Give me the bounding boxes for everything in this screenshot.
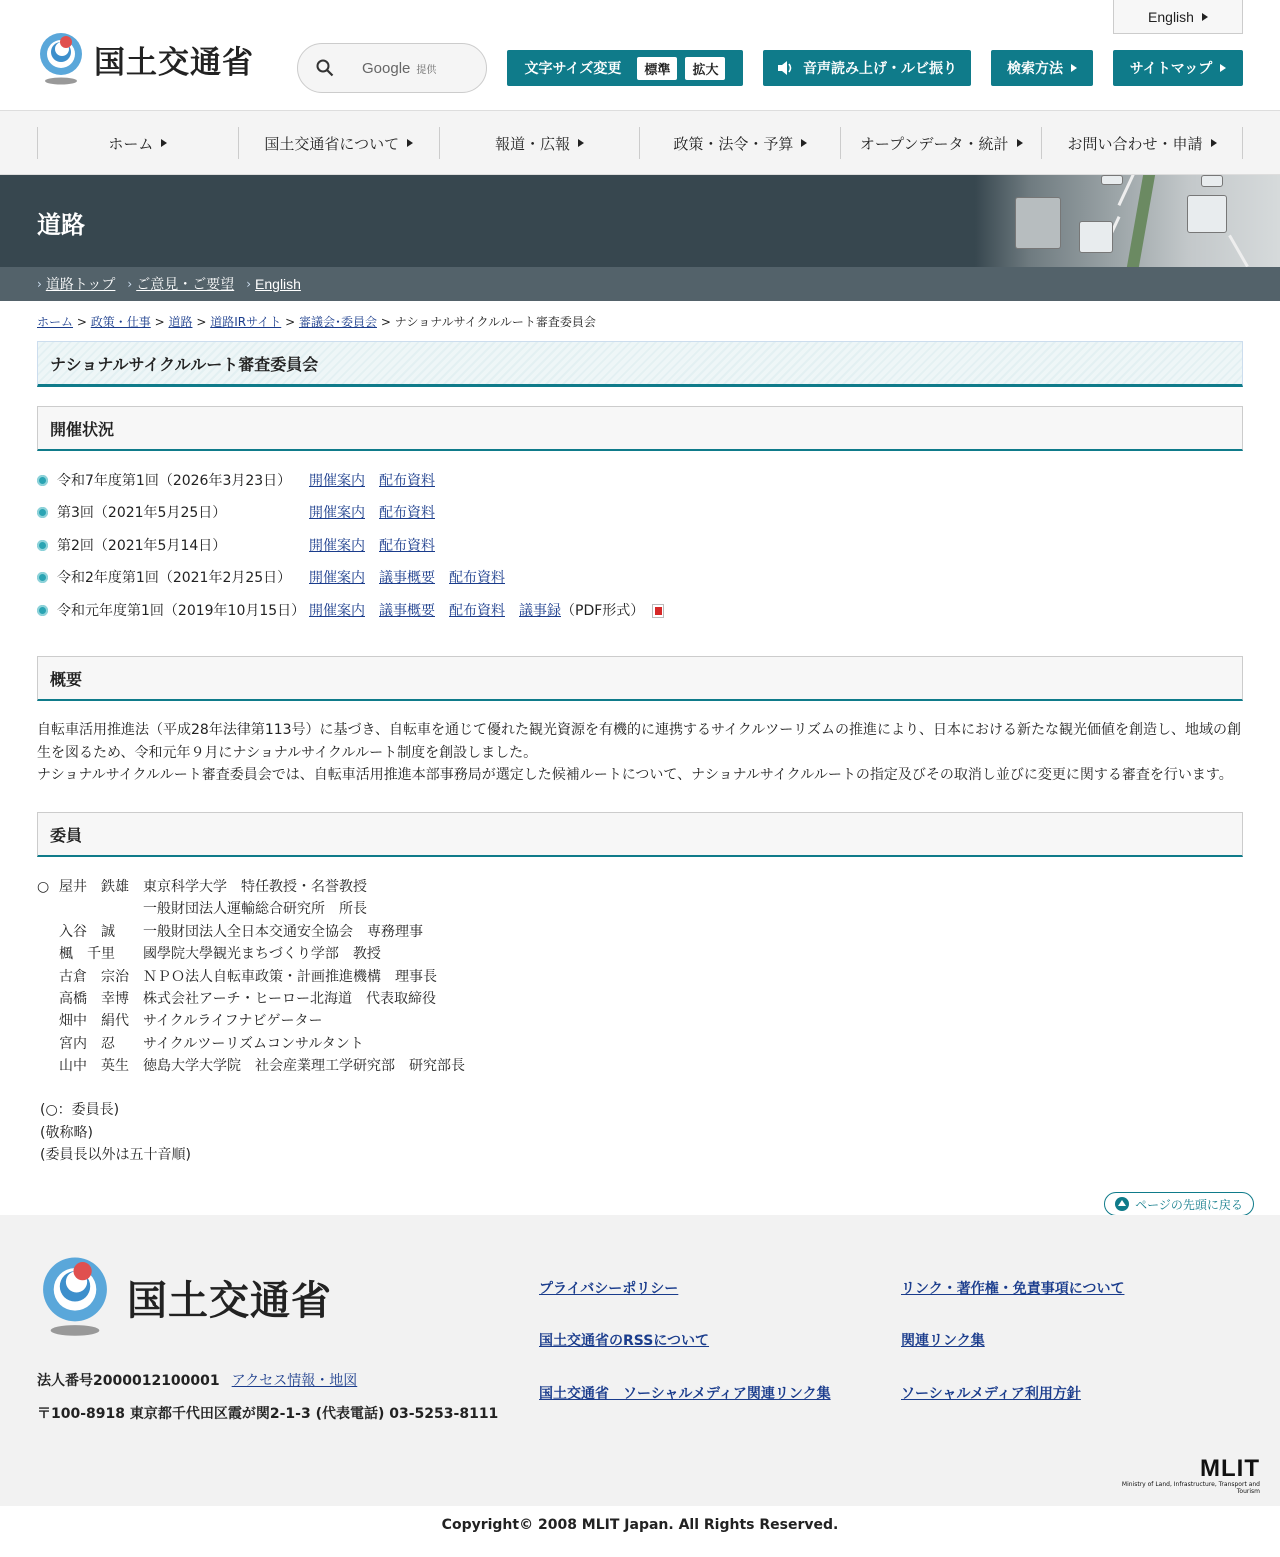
- member-notes: [40, 1099, 191, 1167]
- chevron-right-icon: ›: [127, 277, 133, 291]
- google-brand: Google: [362, 59, 411, 77]
- bullet-icon: [37, 475, 48, 486]
- list-item: [37, 535, 449, 555]
- back-to-top-label: ページの先頭に戻る: [1135, 1197, 1243, 1212]
- meeting-notice-link[interactable]: 開催案内: [309, 473, 365, 489]
- subnav-english[interactable]: English: [255, 276, 301, 292]
- breadcrumb-policy[interactable]: 政策・仕事: [90, 315, 151, 329]
- meeting-notice-link[interactable]: 開催案内: [309, 603, 365, 619]
- member-name: 山中 英生: [59, 1058, 129, 1075]
- member-affiliation: サイクルツーリズムコンサルタント: [143, 1035, 364, 1052]
- breadcrumb-road-ir[interactable]: 道路IRサイト: [210, 315, 282, 329]
- related-links-link[interactable]: 関連リンク集: [901, 1333, 985, 1349]
- bullet-icon: [37, 572, 48, 583]
- breadcrumb-committees[interactable]: 審議会･委員会: [298, 315, 377, 329]
- chevron-right-icon: ›: [37, 277, 42, 291]
- gnav-item-press[interactable]: [439, 127, 640, 159]
- gnav-item-home[interactable]: [37, 127, 238, 159]
- logo-text: 国土交通省: [94, 44, 254, 81]
- read-aloud-label: 音声読み上げ・ルビ振り: [803, 61, 957, 77]
- note-chair: (○：委員長): [40, 1102, 120, 1118]
- section-subnav: [0, 267, 1280, 301]
- arrow-right-icon: [407, 139, 413, 147]
- arrow-right-icon: [1202, 13, 1208, 21]
- meeting-label: 第2回（2021年5月14日）: [57, 538, 227, 554]
- member-name: 高橋 幸博: [59, 991, 129, 1008]
- member-row: [37, 1010, 465, 1032]
- footer-logo-text: 国土交通省: [127, 1277, 332, 1324]
- bullet-icon: [37, 507, 48, 518]
- gnav-item-policy[interactable]: [639, 127, 840, 159]
- sitemap-button[interactable]: [1113, 50, 1243, 86]
- gnav-label: ホーム: [108, 134, 154, 153]
- section-heading-overview: 概要: [37, 656, 1243, 701]
- meeting-label: 令和元年度第1回（2019年10月15日）: [57, 603, 306, 619]
- meeting-minutes-link[interactable]: 議事録: [519, 603, 561, 619]
- page-title: ナショナルサイクルルート審査委員会: [37, 341, 1243, 387]
- member-affiliation: 國學院大學観光まちづくり学部 教授: [143, 946, 381, 963]
- member-row: [37, 943, 465, 965]
- list-item: [37, 502, 449, 522]
- site-logo[interactable]: [36, 32, 254, 86]
- member-affiliation: 徳島大学大学院 社会産業理工学研究部 研究部長: [143, 1058, 465, 1075]
- note-honorifics: (敬称略): [40, 1124, 93, 1141]
- breadcrumb-separator: >: [196, 315, 207, 329]
- arrow-up-icon: [1115, 1197, 1129, 1211]
- social-media-links-link[interactable]: 国土交通省 ソーシャルメディア関連リンク集: [539, 1386, 831, 1402]
- member-name: 屋井 鉄雄: [59, 879, 129, 895]
- pdf-icon: [652, 604, 664, 618]
- member-row: [37, 876, 465, 898]
- privacy-policy-link[interactable]: プライバシーポリシー: [539, 1281, 679, 1297]
- corporate-number-text: 法人番号2000012100001: [37, 1373, 220, 1389]
- member-row: [37, 966, 465, 988]
- breadcrumb: [37, 313, 596, 330]
- font-large-button[interactable]: 拡大: [685, 57, 725, 80]
- gnav-label: オープンデータ・統計: [859, 134, 1009, 153]
- member-name: 畑中 絹代: [59, 1013, 129, 1030]
- breadcrumb-separator: >: [380, 315, 391, 329]
- gnav-item-about[interactable]: [238, 127, 439, 159]
- note-order: (委員長以外は五十音順): [40, 1147, 191, 1164]
- member-name: 入谷 誠: [59, 923, 115, 940]
- mlit-wordmark: [1100, 1455, 1260, 1495]
- meeting-label: 第3回（2021年5月25日）: [57, 505, 227, 521]
- address: 〒100-8918 東京都千代田区霞が関2-1-3 (代表電話) 03-5253-8111: [37, 1406, 499, 1422]
- mlit-logo-icon: [37, 1255, 113, 1339]
- section-heading-members: 委員: [37, 812, 1243, 857]
- sitemap-label: サイトマップ: [1129, 61, 1213, 77]
- gnav-label: 国土交通省について: [264, 134, 400, 153]
- meeting-summary-link[interactable]: 議事概要: [379, 603, 435, 619]
- overview-paragraph-2: ナショナルサイクルルート審査委員会では、自転車活用推進本部事務局が選定した候補ルートについて、ナショナルサイクルルートの指定及びその取消し並びに変更に関する審査を行います。: [37, 767, 1233, 783]
- list-item: [37, 600, 664, 620]
- meeting-label: 令和7年度第1回（2026年3月23日）: [57, 473, 292, 489]
- member-affiliation: サイクルライフナビゲーター: [143, 1013, 323, 1030]
- search-icon[interactable]: [316, 59, 334, 77]
- copyright: Copyright© 2008 MLIT Japan. All Rights Reserved.: [441, 1517, 839, 1533]
- site-footer: [0, 1215, 1280, 1506]
- copyright-disclaimer-link[interactable]: リンク・著作権・免責事項について: [901, 1281, 1125, 1297]
- meeting-summary-link[interactable]: 議事概要: [379, 570, 435, 586]
- search-method-button[interactable]: [991, 50, 1093, 86]
- read-aloud-button[interactable]: [763, 50, 971, 86]
- mlit-wordmark-subtitle: Ministry of Land, Infrastructure, Transport and Tourism: [1121, 1481, 1260, 1495]
- member-row: [37, 1055, 465, 1077]
- list-item: [37, 567, 519, 587]
- breadcrumb-home[interactable]: ホーム: [37, 315, 74, 329]
- breadcrumb-road[interactable]: 道路: [168, 315, 193, 329]
- gnav-label: 報道・広報: [495, 134, 571, 153]
- section-banner: [0, 175, 1280, 267]
- chevron-right-icon: ›: [246, 277, 252, 291]
- gnav-label: お問い合わせ・申請: [1067, 134, 1203, 153]
- arrow-right-icon: [1220, 64, 1226, 72]
- english-link[interactable]: [1113, 0, 1243, 34]
- breadcrumb-separator: >: [76, 315, 87, 329]
- subnav-road-top[interactable]: 道路トップ: [45, 277, 116, 293]
- social-media-policy-link[interactable]: ソーシャルメディア利用方針: [901, 1386, 1081, 1402]
- speaker-icon: [777, 60, 795, 76]
- breadcrumb-current: ナショナルサイクルルート審査委員会: [394, 315, 596, 329]
- search-provided-label: 提供: [416, 64, 437, 76]
- overview-paragraph-1: 自転車活用推進法（平成28年法律第113号）に基づき、自転車を通じて優れた観光資源を有機的に連携するサイクルツーリズムの推進により、日本における新たな観光価値を創造し、地域の創生を図るため、令和元年９月にナショナルサイクルルート制度を創設しました。: [37, 722, 1242, 761]
- member-list: [37, 876, 465, 1078]
- breadcrumb-separator: >: [154, 315, 165, 329]
- member-affiliation: ＮＰＯ法人自転車政策・計画推進機構 理事長: [143, 968, 437, 985]
- corporate-number: [37, 1370, 357, 1390]
- meeting-notice-link[interactable]: 開催案内: [309, 538, 365, 554]
- member-name: 古倉 宗治: [59, 968, 129, 985]
- pdf-format-label: （PDF形式）: [561, 603, 645, 619]
- font-size-label: 文字サイズ変更: [524, 61, 622, 77]
- list-item: [37, 470, 449, 490]
- member-name: 楓 千里: [59, 946, 115, 963]
- bullet-icon: [37, 605, 48, 616]
- footer-logo[interactable]: [37, 1255, 332, 1339]
- arrow-right-icon: [801, 139, 807, 147]
- mlit-logo-icon: [36, 32, 86, 86]
- arrow-right-icon: [1017, 139, 1023, 147]
- search-box[interactable]: [297, 43, 487, 93]
- banner-title: 道路: [37, 211, 85, 239]
- member-affiliation: 株式会社アーチ・ヒーロー北海道 代表取締役: [143, 991, 437, 1008]
- highway-photo: [975, 175, 1280, 267]
- meeting-notice-link[interactable]: 開催案内: [309, 570, 365, 586]
- member-row: [37, 988, 465, 1010]
- meeting-materials-link[interactable]: 配布資料: [379, 473, 435, 489]
- font-size-control: [507, 50, 743, 86]
- meeting-label: 令和2年度第1回（2021年2月25日）: [57, 570, 292, 586]
- meeting-materials-link[interactable]: 配布資料: [449, 603, 505, 619]
- site-header: [0, 0, 1280, 111]
- meeting-materials-link[interactable]: 配布資料: [449, 570, 505, 586]
- access-map-link[interactable]: アクセス情報・地図: [231, 1373, 358, 1389]
- search-method-label: 検索方法: [1007, 61, 1063, 77]
- breadcrumb-separator: >: [285, 315, 296, 329]
- section-heading-status: 開催状況: [37, 406, 1243, 451]
- meeting-materials-link[interactable]: 配布資料: [379, 505, 435, 521]
- mlit-wordmark-text: MLIT: [1200, 1455, 1260, 1482]
- subnav-feedback[interactable]: ご意見・ご要望: [136, 277, 235, 293]
- arrow-right-icon: [161, 139, 167, 147]
- member-affiliation: 一般財団法人運輸総合研究所 所長: [143, 901, 367, 918]
- member-affiliation: 一般財団法人全日本交通安全協会 専務理事: [143, 923, 423, 940]
- member-name: 宮内 忍: [59, 1035, 115, 1052]
- rss-link[interactable]: 国土交通省のRSSについて: [539, 1333, 710, 1349]
- member-row: [37, 921, 465, 943]
- member-row: [37, 898, 465, 920]
- gnav-item-contact[interactable]: [1041, 127, 1243, 159]
- font-standard-button[interactable]: 標準: [637, 57, 677, 80]
- english-label: English: [1148, 8, 1194, 25]
- meeting-notice-link[interactable]: 開催案内: [309, 505, 365, 521]
- member-row: [37, 1033, 465, 1055]
- gnav-item-opendata[interactable]: [840, 127, 1041, 159]
- arrow-right-icon: [1211, 139, 1217, 147]
- meeting-materials-link[interactable]: 配布資料: [379, 538, 435, 554]
- arrow-right-icon: [578, 139, 584, 147]
- bullet-icon: [37, 540, 48, 551]
- global-nav: [0, 111, 1280, 175]
- member-affiliation: 東京科学大学 特任教授・名誉教授: [143, 879, 367, 895]
- back-to-top-button[interactable]: [1104, 1192, 1254, 1216]
- chair-mark: ○: [37, 879, 50, 895]
- gnav-label: 政策・法令・予算: [673, 134, 794, 153]
- arrow-right-icon: [1071, 64, 1077, 72]
